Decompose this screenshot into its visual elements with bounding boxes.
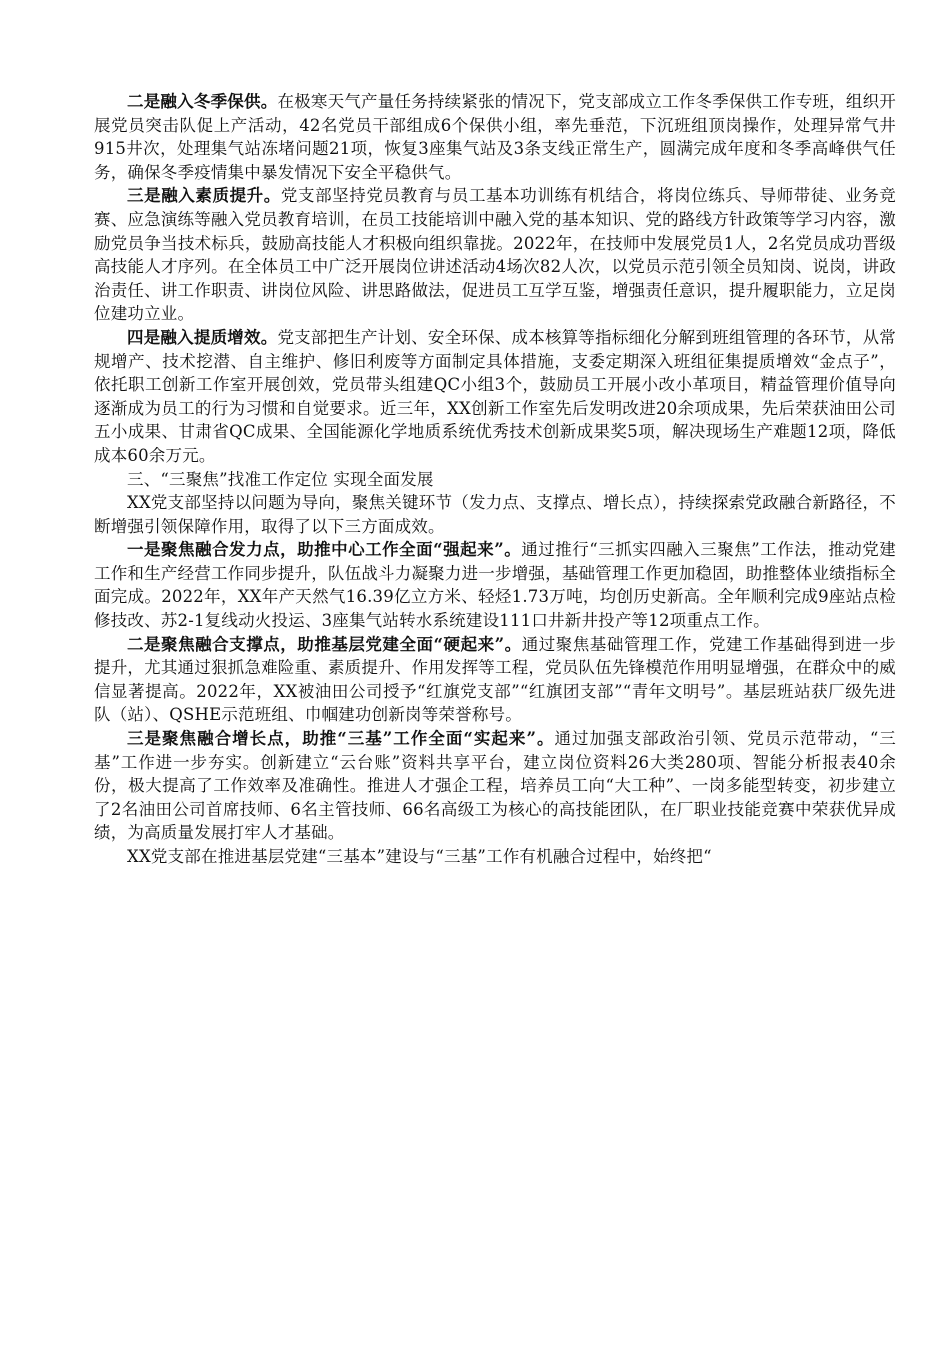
paragraph-text: 党支部坚持党员教育与员工基本功训练有机结合，将岗位练兵、导师带徒、业务竞赛、应急演练等融入党员教育培训，在员工技能培训中融入党的基本知识、党的路线方针政策等学习内容，激励党员争当技术标兵，鼓励高技能人才积极向组织靠拢。2022年，在技师中发展党员1人，2名党员成功晋级高技能人才序列。在全体员工中广泛开展岗位讲述活动4场次82人次，以党员示范引领全员知岗、说岗，讲政治责任、讲工作职责、讲岗位风险、讲思路做法，促进员工互学互鉴，增强责任意识，提升履职能力，立足岗位建功立业。 (94, 186, 896, 324)
paragraph-lead: 二是聚焦融合支撑点，助推基层党建全面“硬起来”。 (127, 634, 522, 654)
paragraph-text: 在极寒天气产量任务持续紧张的情况下，党支部成立工作冬季保供工作专班，组织开展党员突击队促上产活动，42名党员干部组成6个保供小组，率先垂范，下沉班组顶岗操作，处理异常气井915井次，处理集气站冻堵问题21项，恢复3座集气站及3条支线正常生产，圆满完成年度和冬季高峰供气任务，确保冬季疫情集中暴发情况下安全平稳供气。 (94, 92, 896, 182)
paragraph-closing (94, 845, 896, 869)
paragraph-lead: 三是融入素质提升。 (127, 186, 281, 206)
paragraph-focus-force-point (94, 538, 896, 632)
paragraph-text: XX党支部坚持以问题为导向，聚焦关键环节（发力点、支撑点、增长点），持续探索党政融合新路径，不断增强引领保障作用，取得了以下三方面成效。 (94, 493, 896, 536)
paragraph-lead: 一是聚焦融合发力点，助推中心工作全面“强起来”。 (127, 540, 522, 560)
paragraph-winter-supply (94, 90, 896, 184)
paragraph-section-intro (94, 491, 896, 538)
paragraph-efficiency (94, 326, 896, 468)
section-heading-three-focus (94, 468, 896, 492)
paragraph-text: 通过推行“三抓实四融入三聚焦”工作法，推动党建工作和生产经营工作同步提升，队伍战斗力凝聚力进一步增强，基础管理工作更加稳固，助推整体业绩指标全面完成。2022年，XX年产天然气16.39亿立方米、轻烃1.73万吨，均创历史新高。全年顺利完成9座站点检修技改、苏2-1复线动火投运、3座集气站转水系统建设111口井新井投产等12项重点工作。 (94, 540, 896, 631)
paragraph-text: 通过聚焦基础管理工作，党建工作基础得到进一步提升，尤其通过狠抓急难险重、素质提升、作用发挥等工程，党员队伍先锋模范作用明显增强，在群众中的威信显著提高。2022年，XX被油田公司授予“红旗党支部”“红旗团支部”“青年文明号”。基层班站获厂级先进队（站）、QSHE示范班组、巾帼建功创新岗等荣誉称号。 (94, 634, 896, 725)
paragraph-lead: 三是聚焦融合增长点，助推“三基”工作全面“实起来”。 (127, 729, 555, 749)
paragraph-lead: 四是融入提质增效。 (127, 327, 278, 347)
paragraph-text: 党支部把生产计划、安全环保、成本核算等指标细化分解到班组管理的各环节，从常规增产、技术挖潜、自主维护、修旧利废等方面制定具体措施，支委定期深入班组征集提质增效“金点子”，依托职工创新工作室开展创效，党员带头组建QC小组3个，鼓励员工开展小改小革项目，精益管理价值导向逐渐成为员工的行为习惯和自觉要求。近三年，XX创新工作室先后发明改进20余项成果，先后荣获油田公司五小成果、甘肃省QC成果、全国能源化学地质系统优秀技术创新成果奖5项，解决现场生产难题12项，降低成本60余万元。 (94, 327, 896, 465)
paragraph-text: 通过加强支部政治引领、党员示范带动，“三基”工作进一步夯实。创新建立“云台账”资料共享平台，建立岗位资料26大类280项、智能分析报表40余份，极大提高了工作效率及准确性。推进人才强企工程，培养员工向“大工种”、一岗多能型转变，初步建立了2名油田公司首席技师、6名主管技师、66名高级工为核心的高技能团队，在厂职业技能竞赛中荣获优异成绩，为高质量发展打牢人才基础。 (94, 729, 896, 843)
paragraph-quality-improvement (94, 184, 896, 326)
paragraph-lead: 二是融入冬季保供。 (127, 92, 278, 111)
paragraph-text: XX党支部在推进基层党建“三基本”建设与“三基”工作有机融合过程中，始终把“ (127, 847, 712, 866)
paragraph-focus-growth-point (94, 727, 896, 845)
paragraph-focus-support-point (94, 633, 896, 727)
document-page (94, 90, 896, 869)
section-heading-text: 三、“三聚焦”找准工作定位 实现全面发展 (127, 469, 434, 489)
